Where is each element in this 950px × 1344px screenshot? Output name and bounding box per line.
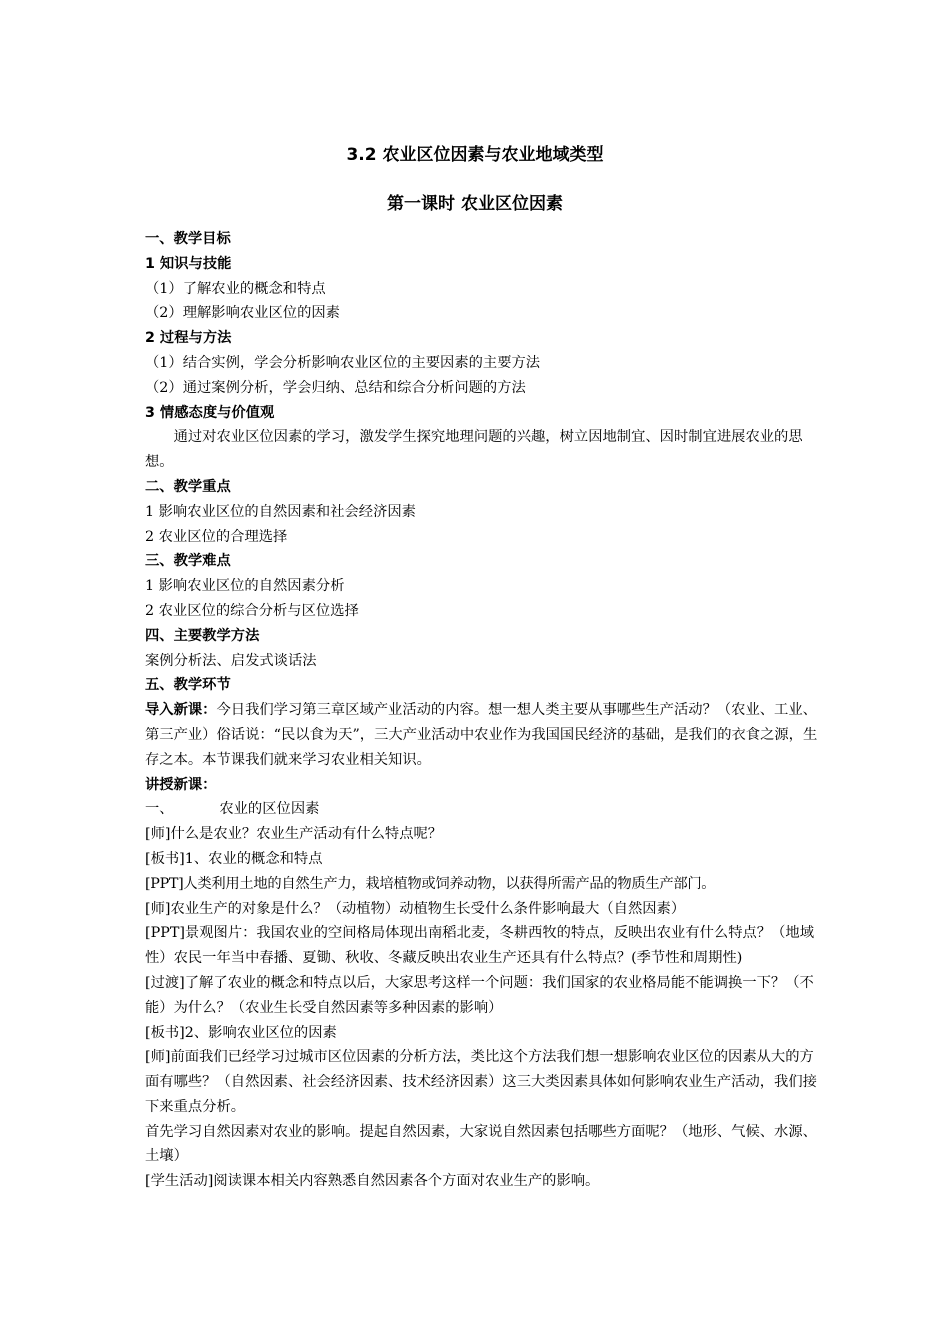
lesson-subtitle: 第一课时 农业区位因素 [387,194,563,214]
lesson-line: [板书]1、农业的概念和特点 [145,850,323,867]
lesson-line: [师]前面我们已经学习过城市区位因素的分析方法，类比这个方法我们想一想影响农业区位的因素从大的方面有哪些？（自然因素、社会经济因素、技术经济因素）这三大类因素具体如何影响农业生产活动，我们接下来重点分析。 [145,1049,817,1115]
lesson-line: [师]什么是农业？农业生产活动有什么特点呢？ [145,826,443,843]
section-heading-difficulties: 三、教学难点 [145,553,231,570]
list-item: （1）了解农业的概念和特点 [145,280,326,297]
intro-text: 今日我们学习第三章区域产业活动的内容。想一想人类主要从事哪些生产活动？（农业、工业、第三产业）俗话说：“民以食为天”，三大产业活动中农业作为我国国民经济的基础，是我们的衣食之源，生存之本。本节课我们就来学习农业相关知识。 [145,702,818,768]
section-heading-methods: 四、主要教学方法 [145,627,260,644]
section-heading-objectives: 一、教学目标 [145,231,231,247]
values-paragraph: 通过对农业区位因素的学习，激发学生探究地理问题的兴趣，树立因地制宜、因时制宜进展农业的思想。 [145,429,803,471]
intro-paragraph [145,698,825,772]
list-item: （2）通过案例分析，学会归纳、总结和综合分析问题的方法 [145,379,526,396]
subheading-process: 2 过程与方法 [145,330,232,347]
list-item: （2）理解影响农业区位的因素 [145,305,340,322]
lesson-line: [板书]2、影响农业区位的因素 [145,1024,337,1041]
list-item: 1 影响农业区位的自然因素和社会经济因素 [145,503,416,520]
list-item: 2 农业区位的综合分析与区位选择 [145,602,359,619]
section-heading-procedure: 五、教学环节 [145,677,231,694]
methods-text: 案例分析法、启发式谈话法 [145,652,317,669]
subsection-heading [145,797,825,822]
list-item: 2 农业区位的合理选择 [145,528,288,545]
lesson-line: [学生活动]阅读课本相关内容熟悉自然因素各个方面对农业生产的影响。 [145,1173,600,1190]
list-item: 1 影响农业区位的自然因素分析 [145,578,345,595]
subheading-values: 3 情感态度与价值观 [145,404,275,421]
subsection-title: 农业的区位因素 [219,801,320,818]
lesson-line: [PPT]景观图片：我国农业的空间格局体现出南稻北麦，冬耕西牧的特点，反映出农业有什么特点？（地域性）农民一年当中春播、夏锄、秋收、冬藏反映出农业生产还具有什么特点？(季节性和周期性) [145,925,814,967]
lesson-line: [过渡]了解了农业的概念和特点以后，大家思考这样一个问题：我们国家的农业格局能不能调换一下？（不能）为什么？（农业生长受自然因素等多种因素的影响） [145,974,814,1016]
lesson-line: 首先学习自然因素对农业的影响。提起自然因素，大家说自然因素包括哪些方面呢？（地形、气候、水源、土壤） [145,1123,817,1165]
section-heading-key-points: 二、教学重点 [145,478,231,495]
lesson-line: [师]农业生产的对象是什么？（动植物）动植物生长受什么条件影响最大（自然因素） [145,900,686,917]
lesson-line: [PPT]人类利用土地的自然生产力，栽培植物或饲养动物，以获得所需产品的物质生产部门。 [145,875,716,892]
subheading-knowledge: 1 知识与技能 [145,255,232,272]
subsection-number: 一、 [145,801,174,818]
intro-label: 导入新课： [145,702,217,719]
document-body [145,227,825,1194]
document-title: 3.2 农业区位因素与农业地域类型 [346,145,604,165]
list-item: （1）结合实例，学会分析影响农业区位的主要因素的主要方法 [145,354,541,371]
teach-label: 讲授新课： [145,776,217,793]
